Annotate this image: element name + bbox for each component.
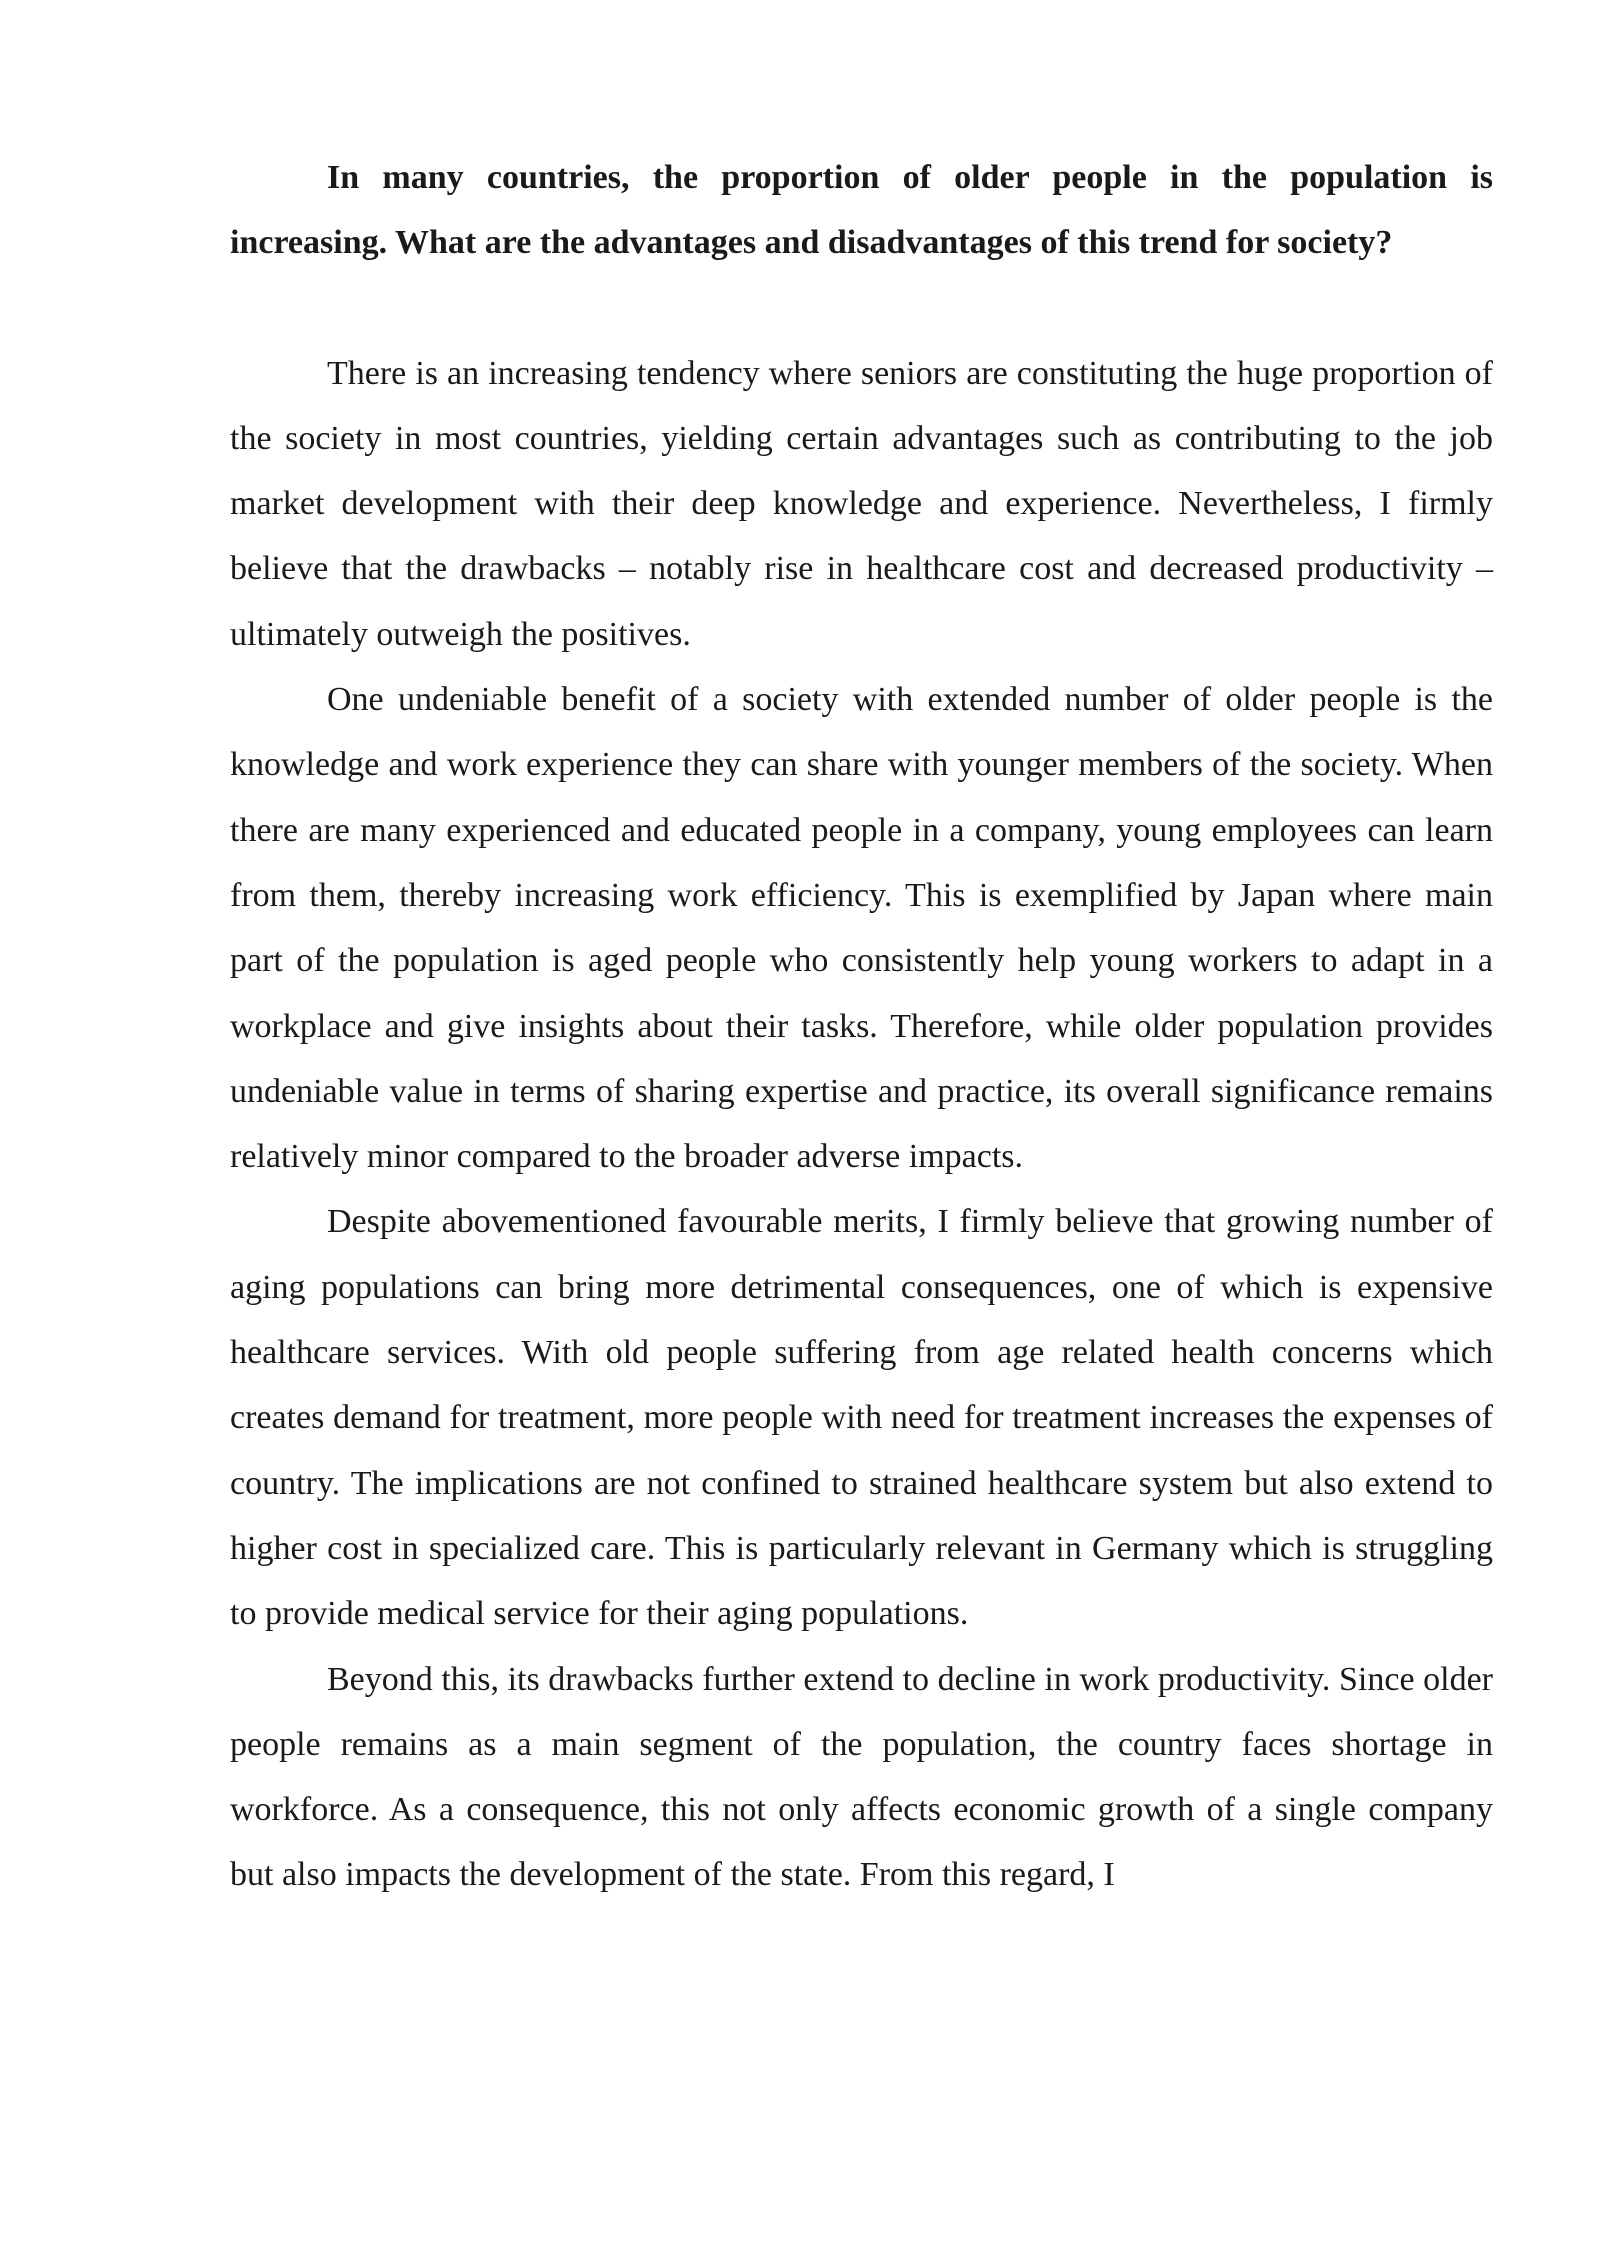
essay-body xyxy=(230,145,1493,1908)
essay-prompt: In many countries, the proportion of older people in the population is increasing. What are the advantages and disadvantages of this trend for society? xyxy=(230,159,1493,262)
paragraph-disadvantage-healthcare: Despite abovementioned favourable merits, I firmly believe that growing number of aging populations can bring more detrimental consequences, one of which is expensive healthcare services. With old people suffering from age related health concerns which creates demand for treatment, more people with need for treatment increases the expenses of country. The implications are not confined to strained healthcare system but also extend to higher cost in specialized care. This is particularly relevant in Germany which is struggling to provide medical service for their aging populations. xyxy=(230,1203,1493,1633)
paragraph-introduction: There is an increasing tendency where seniors are constituting the huge proportion of the society in most countries, yielding certain advantages such as contributing to the job market development with their deep knowledge and experience. Nevertheless, I firmly believe that the drawbacks – notably rise in healthcare cost and decreased productivity – ultimately outweigh the positives. xyxy=(230,354,1493,653)
paragraph-disadvantage-productivity: Beyond this, its drawbacks further extend to decline in work productivity. Since older people remains as a main segment of the population, the country faces shortage in workforce. As a consequence, this not only affects economic growth of a single company but also impacts the development of the state. From this regard, I xyxy=(230,1660,1493,1894)
paragraph-advantages: One undeniable benefit of a society with extended number of older people is the knowledge and work experience they can share with younger members of the society. When there are many experienced and educated people in a company, young employees can learn from them, thereby increasing work efficiency. This is exemplified by Japan where main part of the population is aged people who consistently help young workers to adapt in a workplace and give insights about their tasks. Therefore, while older population provides undeniable value in terms of sharing expertise and practice, its overall significance remains relatively minor compared to the broader adverse impacts. xyxy=(230,681,1493,1176)
